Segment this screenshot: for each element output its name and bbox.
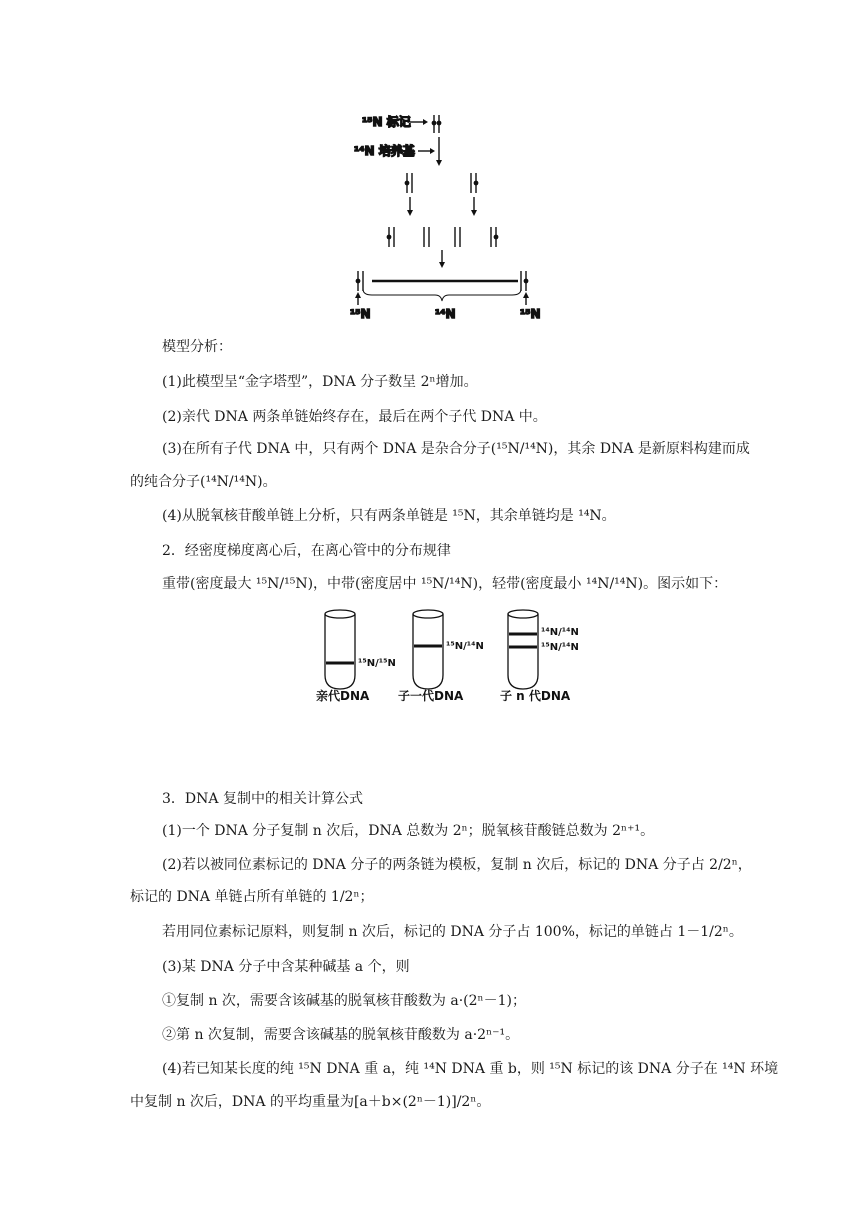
tube-3-caption: 子 n 代DNA — [500, 689, 571, 703]
tube-2 — [413, 614, 443, 689]
section-2-heading: 2．经密度梯度离心后，在离心管中的分布规律 — [162, 543, 451, 559]
formula-3: (3)某 DNA 分子中含某种碱基 a 个，则 — [162, 959, 410, 975]
analysis-point-4: (4)从脱氧核苷酸单链上分析，只有两条单链是 ¹⁵N，其余单链均是 ¹⁴N。 — [162, 508, 616, 524]
analysis-point-3-line1: (3)在所有子代 DNA 中，只有两个 DNA 是杂合分子(¹⁵N/¹⁴N)，其余 DNA 是新原料构建而成 — [162, 441, 750, 457]
analysis-point-2: (2)亲代 DNA 两条单链始终存在，最后在两个子代 DNA 中。 — [162, 409, 547, 425]
formula-2-line3: 若用同位素标记原料，则复制 n 次后，标记的 DNA 分子占 100%，标记的单链占 1－1/2ⁿ。 — [162, 924, 743, 940]
label-14n-medium: ¹⁴N 培养基 — [354, 144, 415, 158]
formula-4-line2: 中复制 n 次后，DNA 的平均重量为[a＋b×(2ⁿ－1)]/2ⁿ。 — [130, 1094, 491, 1110]
tube-3-band-top-label: ¹⁴N/¹⁴N — [541, 627, 579, 638]
tube-3-band-bottom-label: ¹⁵N/¹⁴N — [541, 642, 579, 653]
tube-2-caption: 子一代DNA — [398, 689, 464, 703]
formula-1: (1)一个 DNA 分子复制 n 次后，DNA 总数为 2ⁿ；脱氧核苷酸链总数为 2ⁿ⁺¹。 — [162, 823, 655, 839]
analysis-point-1: (1)此模型呈“金字塔型”，DNA 分子数呈 2ⁿ增加。 — [162, 374, 478, 390]
formula-3-i: ①复制 n 次，需要含该碱基的脱氧核苷酸数为 a·(2ⁿ－1)； — [162, 993, 526, 1009]
label-bottom-right: ¹⁵N — [520, 307, 541, 321]
dna-replication-figure — [340, 105, 560, 325]
model-analysis-heading: 模型分析： — [162, 339, 232, 355]
formula-2-line2: 标记的 DNA 单链占所有单链的 1/2ⁿ； — [130, 889, 374, 905]
tube-1 — [325, 614, 355, 689]
label-bottom-left: ¹⁵N — [350, 307, 371, 321]
label-15n-mark: ¹⁵N 标记 — [362, 115, 411, 129]
section-2-text: 重带(密度最大 ¹⁵N/¹⁵N)，中带(密度居中 ¹⁵N/¹⁴N)，轻带(密度最小 ¹⁴N/¹⁴N)。图示如下： — [162, 576, 728, 592]
analysis-point-3-line2: 的纯合分子(¹⁴N/¹⁴N)。 — [130, 474, 277, 490]
tube-1-band-label: ¹⁵N/¹⁵N — [358, 658, 396, 669]
formula-4-line1: (4)若已知某长度的纯 ¹⁵N DNA 重 a，纯 ¹⁴N DNA 重 b，则 ¹⁵N 标记的该 DNA 分子在 ¹⁴N 环境 — [162, 1061, 779, 1077]
tube-1-caption: 亲代DNA — [316, 689, 370, 703]
section-3-heading: 3．DNA 复制中的相关计算公式 — [162, 791, 363, 807]
formula-2-line1: (2)若以被同位素标记的 DNA 分子的两条链为模板，复制 n 次后，标记的 DNA 分子占 2/2ⁿ， — [162, 857, 752, 873]
tube-2-band-label: ¹⁵N/¹⁴N — [446, 641, 484, 652]
label-bottom-mid: ¹⁴N — [435, 307, 456, 321]
centrifuge-tubes-figure — [310, 605, 580, 705]
tube-3 — [508, 614, 538, 689]
formula-3-ii: ②第 n 次复制，需要含该碱基的脱氧核苷酸数为 a·2ⁿ⁻¹。 — [162, 1027, 520, 1043]
